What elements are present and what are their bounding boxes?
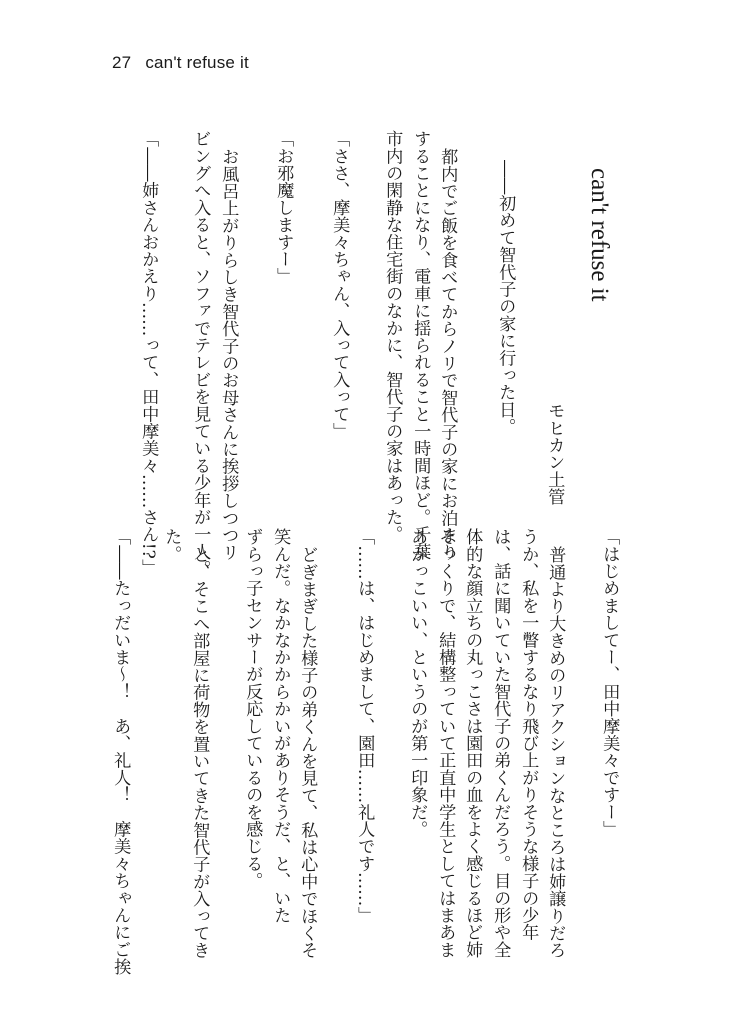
page-number: 27 (112, 53, 132, 72)
top-line-3: することになり、電車に揺られること一時間ほど。千葉 (410, 130, 431, 560)
bottom-line-11: どぎまぎした様子の弟くんを見て、私は心中でほくそ (297, 546, 318, 959)
bottom-line-3: うか、私を一瞥するなり飛び上がりそうな様子の少年 (518, 528, 539, 941)
top-line-10: お風呂上がりらしき智代子のお母さんに挨拶しつつリ (218, 148, 239, 561)
bottom-line-16: た。 (161, 528, 182, 563)
author-name: モヒカン土管 (544, 402, 565, 506)
bottom-line-4: は、話に聞いていた智代子の弟くんだろう。目の形や全 (490, 528, 511, 958)
page-header (112, 53, 249, 73)
bottom-line-15: と、そこへ部屋に荷物を置いてきた智代子が入ってき (189, 546, 210, 959)
top-line-0: ――初めて智代子の家に行った日。 (495, 160, 516, 436)
top-line-11: ビングへ入ると、ソファでテレビを見ている少年が一人。 (190, 130, 211, 578)
bottom-line-12: 笑んだ。なかなかからかいがありそうだ、と、いた (270, 528, 291, 924)
top-line-6: 「ささ、摩美々ちゃん、入って入って」 (329, 130, 350, 440)
bottom-line-7: あかっこいい、というのが第一印象だ。 (407, 528, 428, 838)
bottom-line-5: 体的な顔立ちの丸っこさは園田の血をよく感じるほど姉 (462, 528, 483, 958)
running-title: can't refuse it (145, 53, 249, 72)
bottom-line-9: 「……は、はじめまして、園田……礼人です……」 (354, 528, 375, 924)
top-line-4: 市内の閑静な住宅街のなかに、智代子の家はあった。 (382, 130, 403, 543)
bottom-line-18: 「――たっだいま～！ あ、礼人！ 摩美々ちゃんにご挨 (110, 528, 131, 976)
bottom-line-13: ずらっ子センサーが反応しているのを感じる。 (242, 528, 263, 890)
top-line-2: 都内でご飯を食べてからノリで智代子の家にお泊まり (437, 148, 458, 561)
story-title: can't refuse it (586, 168, 613, 302)
top-line-8: 「お邪魔しますー」 (273, 130, 294, 285)
bottom-line-0: 「はじめましてー、田中摩美々ですー」 (599, 528, 620, 838)
top-line-13: 「――姉さんおかえり……って、田中摩美々……さん!?」 (138, 130, 159, 577)
bottom-line-6: そっくりで、結構整っていて正直中学生としてはまあま (435, 528, 456, 958)
bottom-line-2: 普通より大きめのリアクションなところは姉譲りだろ (545, 546, 566, 959)
